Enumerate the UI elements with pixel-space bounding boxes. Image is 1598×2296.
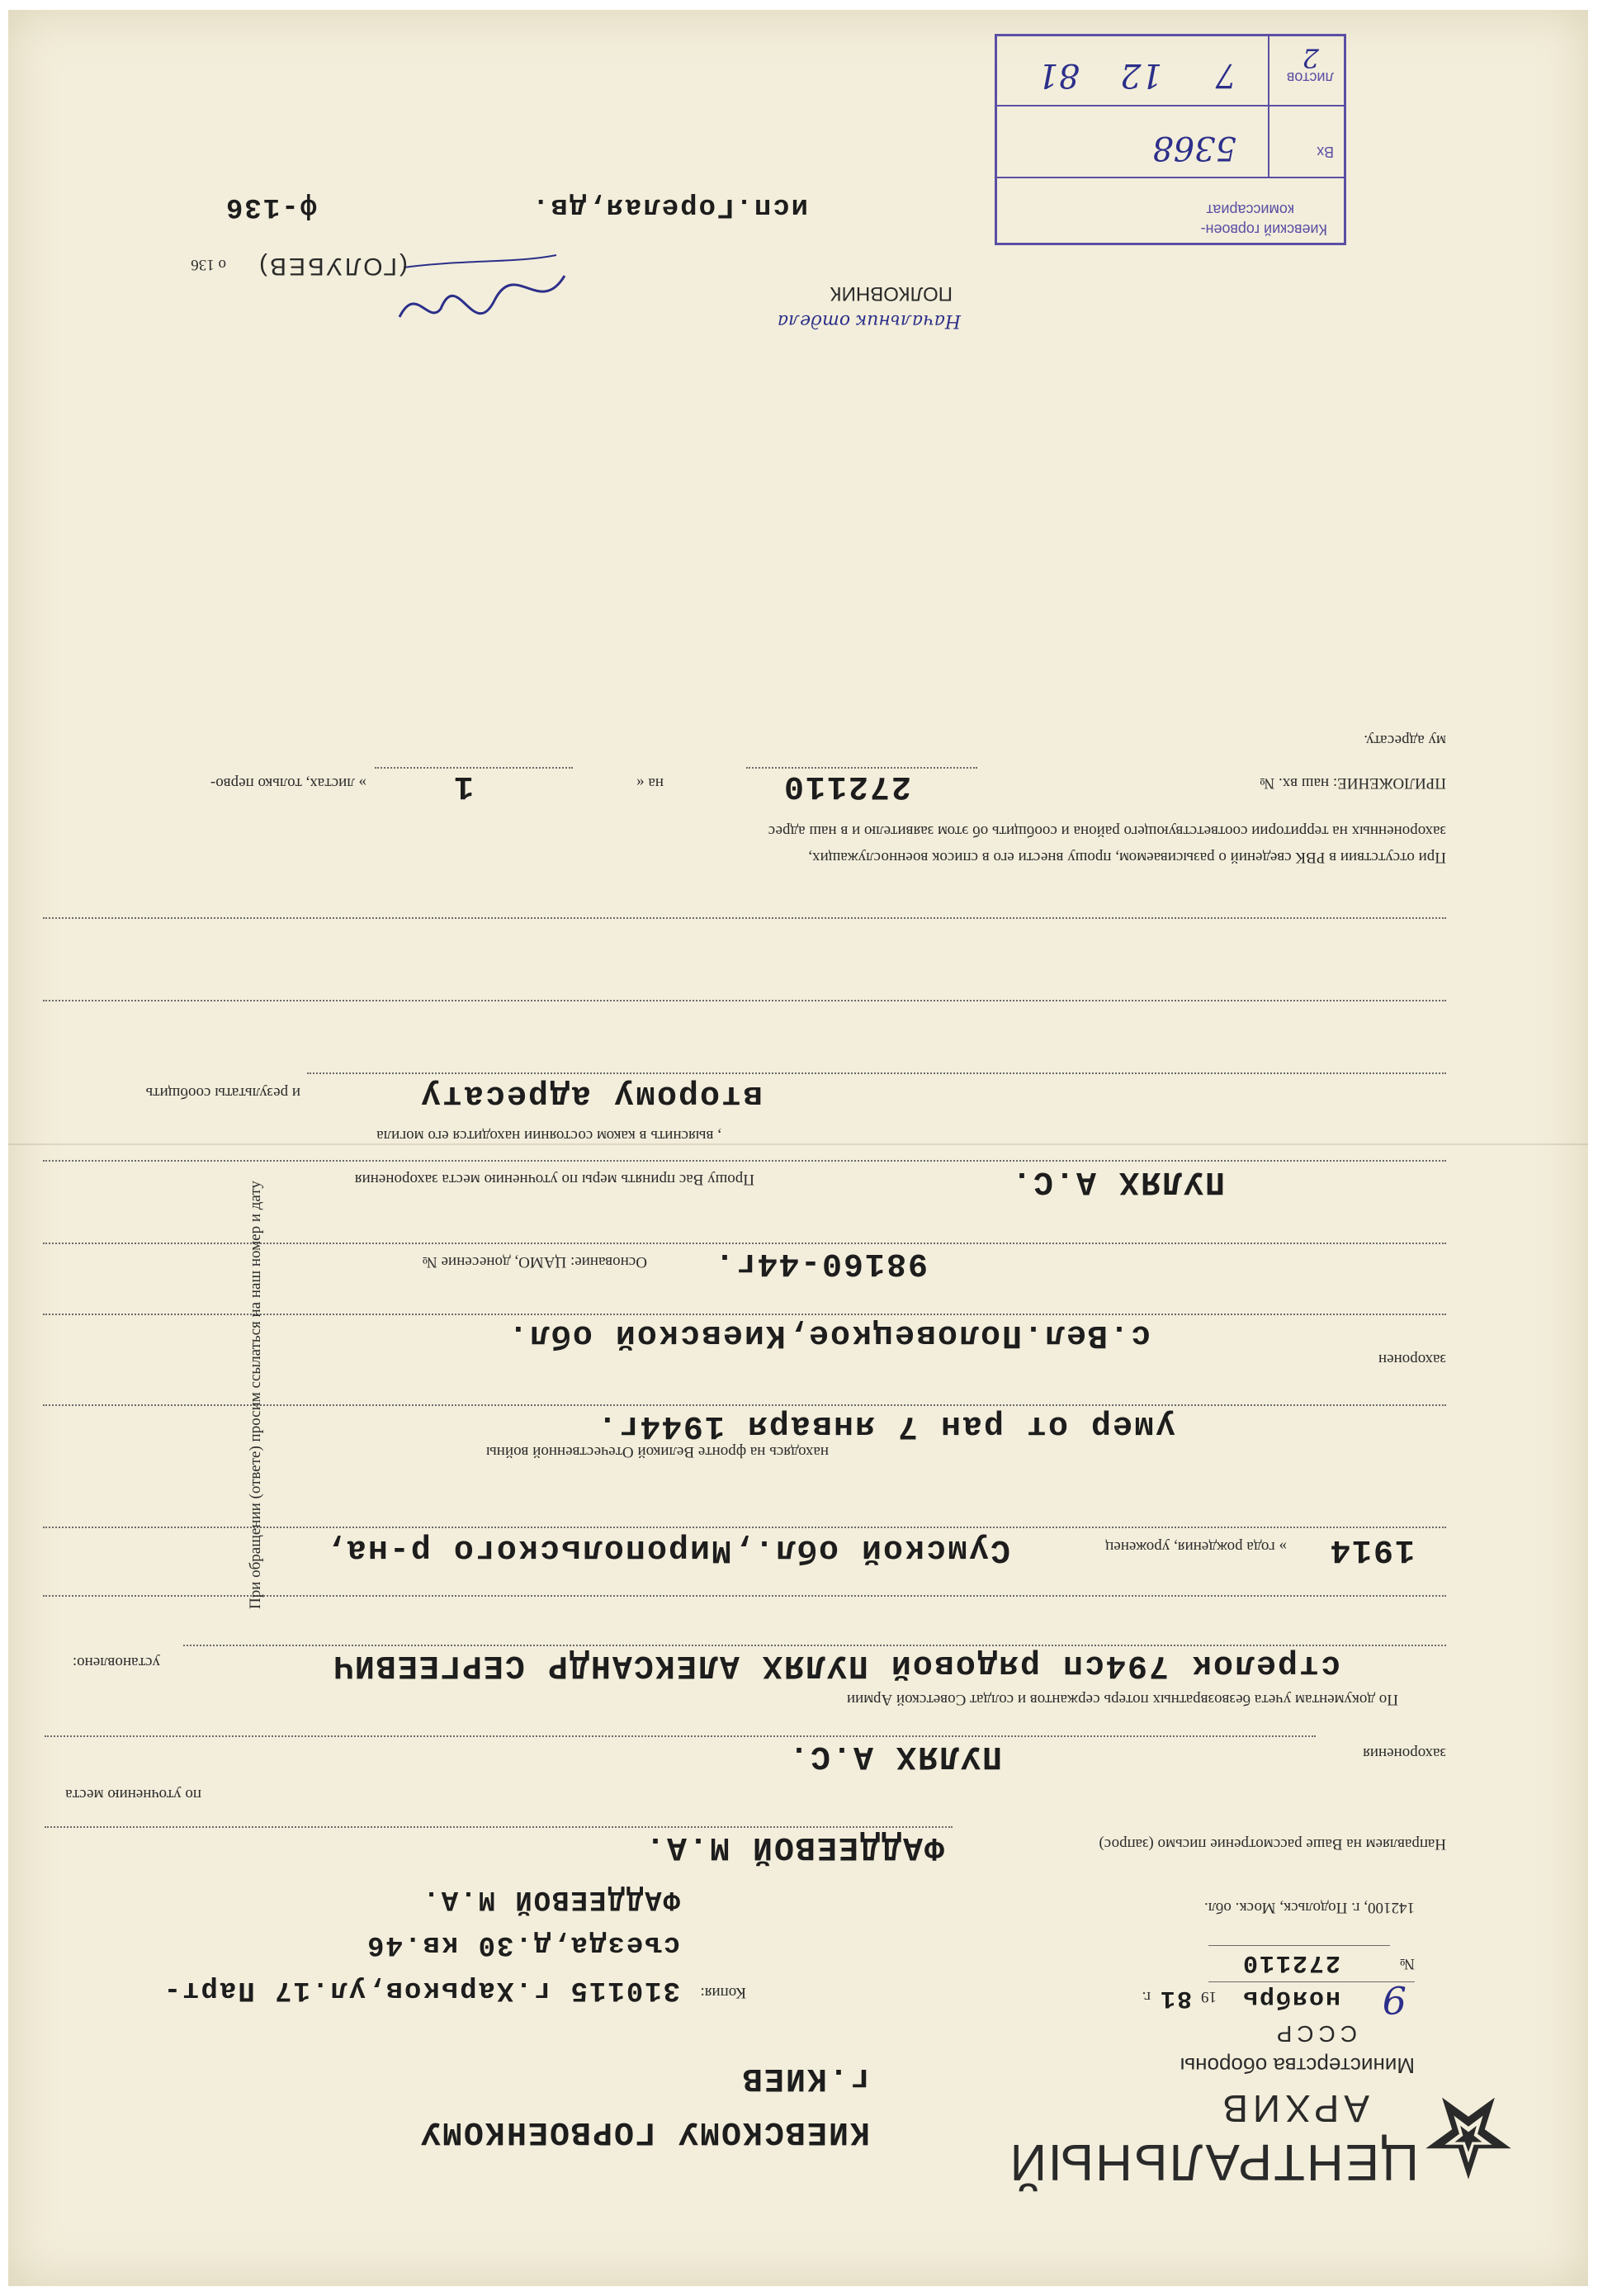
form-number: ф-136	[224, 191, 317, 222]
soldier-name: стрелок 794сп рядовой ПУЛЯХ АЛЕКСАНДР СЕРГЕЕВИЧ	[331, 1646, 1340, 1683]
stamp-divider-1	[997, 177, 1344, 178]
stamp-org-line2: комиссариат	[1206, 201, 1294, 218]
recipient-line1: КИЕВСКОМУ ГОРВОЕНКОМУ	[418, 2113, 870, 2150]
copy-label: Копия:	[700, 1984, 746, 2001]
attachment-label: ПРИЛОЖЕНИЕ: наш вх. №	[1260, 774, 1446, 792]
date-year-prefix: 19	[1201, 1988, 1217, 2005]
front-label: находясь на фронте Великой Отечественной войны	[485, 1443, 829, 1460]
copy-line1: 310115 г.Харьков,ул.17 Парт-	[162, 1974, 680, 2005]
died-text: умер от ран 7 января 1944г.	[595, 1407, 1175, 1444]
fold-crease	[8, 1143, 1588, 1145]
attachment-count-line	[375, 767, 573, 769]
attachment-number: 272110	[782, 767, 911, 804]
burial-name: ПУЛЯХ А.С.	[787, 1737, 1002, 1774]
number-line	[1208, 1945, 1390, 1946]
archive-address: 142100, г. Подольск, Моск. обл.	[1203, 1899, 1415, 1916]
stamp-date-day: 7	[1215, 56, 1236, 94]
birthplace: Сумской обл.,Миропольского р-на,	[323, 1531, 1010, 1568]
attachment-sheets: » листах, только перво-	[210, 774, 366, 792]
established-label: установлено:	[72, 1654, 160, 1671]
burial-line	[45, 1735, 1316, 1737]
star-emblem-icon	[1423, 2092, 1514, 2183]
request-name: ПУЛЯХ А.С.	[1009, 1162, 1225, 1200]
signature-title: Начальник отдела	[777, 310, 961, 331]
country-label: СССР	[1271, 2021, 1357, 2047]
incoming-stamp	[995, 34, 1346, 245]
ministry-label: Министерства обороны	[1180, 2053, 1415, 2078]
buried-label: захоронен	[1378, 1351, 1446, 1368]
basis-number: 98160-44г.	[712, 1244, 928, 1281]
date-suffix: г.	[1142, 1988, 1151, 2005]
report-value: второму адресату	[418, 1077, 763, 1114]
find-out-label: , выяснить в каком состоянии находится его могила	[376, 1127, 721, 1144]
birth-label: » года рождения, уроженец	[1105, 1538, 1287, 1555]
date-year: 81	[1158, 1984, 1192, 2012]
birth-year: 1914	[1328, 1531, 1415, 1568]
executor: исп.Горелая,дв.	[530, 191, 808, 222]
paper	[8, 10, 1588, 2286]
attachment-on: на «	[636, 774, 664, 792]
date-month: ноябрь	[1241, 1984, 1340, 2012]
soldier-line	[183, 1645, 1446, 1646]
attachment-count: 1	[452, 767, 474, 804]
date-line	[1208, 1981, 1415, 1982]
stamp-date-year: 81	[1038, 56, 1080, 94]
direct-line	[45, 1826, 953, 1828]
number-label: №	[1399, 1955, 1415, 1972]
report-label: и результаты сообщить	[145, 1084, 300, 1101]
report-line	[307, 1072, 1446, 1074]
signature-rank: ПОЛКОВНИК	[830, 282, 953, 305]
absence-text-2: захороненных на территории соответствующего района и сообщить об этом заявителю и в наш адрес	[768, 822, 1446, 840]
copy-line3: ФАДДЕЕВОЙ М.А.	[421, 1883, 680, 1915]
date-number-block	[1118, 1931, 1415, 2022]
request-label: Прошу Вас принять меры по уточнению места захоронения	[354, 1171, 754, 1188]
attachment-number-line	[746, 767, 977, 769]
handwritten-signature-icon	[391, 243, 573, 334]
archive-title: ЦЕНТРАЛЬНЫЙ	[1008, 2133, 1419, 2190]
direct-text: Направляем на Ваше рассмотрение письмо (запрос)	[1099, 1835, 1446, 1853]
date-day: 9	[1382, 1977, 1407, 2022]
buried-place: с.Вел.Половецкое,Киевской обл.	[506, 1316, 1151, 1353]
stamp-sheets-label: листов	[1286, 69, 1334, 86]
archive-subtitle: АРХИВ	[1217, 2087, 1369, 2130]
signature-name-prefix: о 136	[191, 256, 226, 273]
stamp-col-divider	[1268, 36, 1269, 178]
recipient-line2: г.КИЕВ	[740, 2059, 870, 2096]
direct-name: ФАДДЕЕВОЙ М.А.	[643, 1828, 944, 1865]
number-value: 272110	[1241, 1948, 1340, 1976]
stamp-incoming-label: Вх	[1317, 144, 1334, 160]
clarify-label: по уточнению места	[65, 1786, 201, 1803]
stamp-incoming-number: 5368	[1152, 129, 1236, 167]
signature-name: (ГОЛУБЕВ)	[257, 253, 408, 280]
burial-label: захоронения	[1363, 1744, 1446, 1762]
basis-label: Основание: ЦАМО, донесение №	[422, 1253, 647, 1271]
copy-line2: съезда,д.30 кв.46	[366, 1929, 680, 1960]
absence-text-1: При отсутствии в РВК сведений о разысиваемом, прошу внести его в список военнослужащих,	[808, 849, 1446, 866]
stamp-sheets-value: 2	[1302, 42, 1319, 73]
side-note: При обращении (ответе) просим ссылаться на наш номер и дату	[247, 1181, 264, 1609]
docs-text: По документам учета безвозвратных потерь сержантов и солдат Советской Армии	[846, 1691, 1398, 1708]
attachment-to: му адресату.	[1364, 731, 1446, 749]
stamp-org-line1: Киевский горвоен-	[1200, 221, 1327, 238]
stamp-divider-2	[997, 105, 1344, 107]
stamp-date-month: 12	[1120, 56, 1162, 94]
